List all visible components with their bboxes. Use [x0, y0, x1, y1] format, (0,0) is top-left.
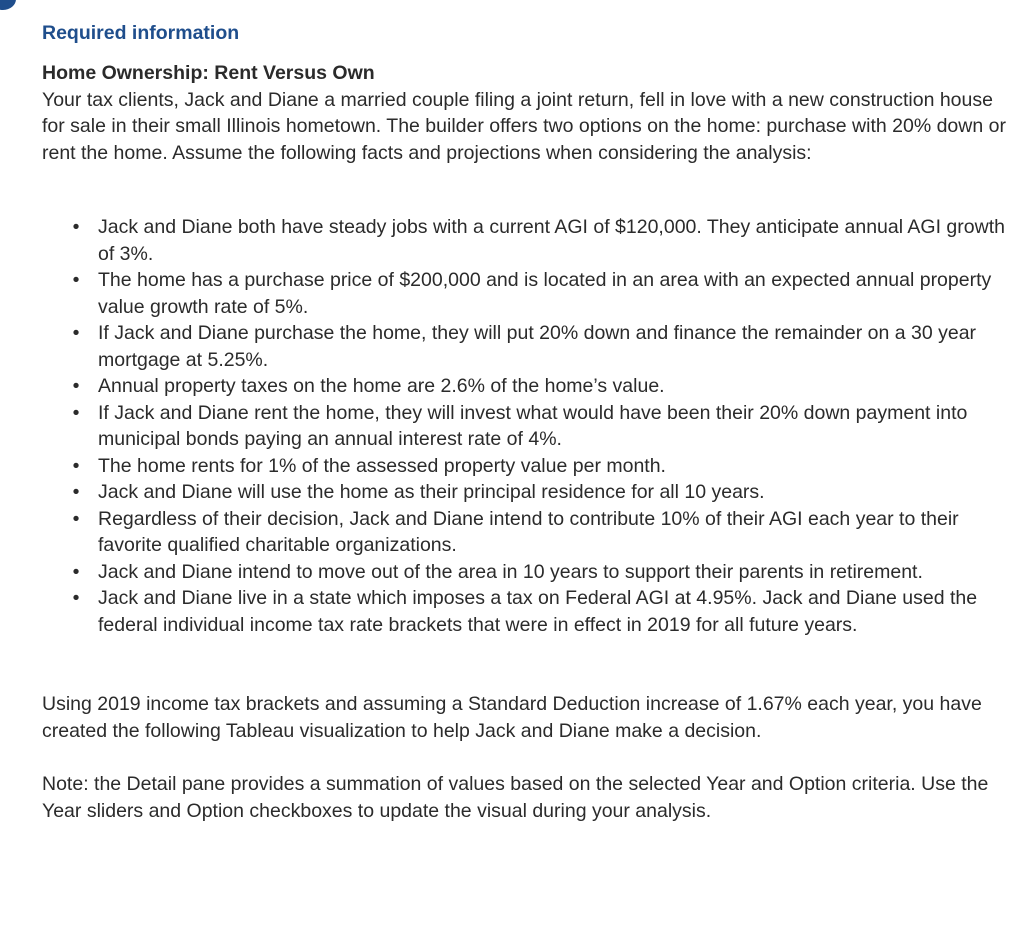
list-item: • Jack and Diane will use the home as their principal residence for all 10 years.	[42, 479, 1007, 506]
bullet-icon: •	[72, 322, 80, 344]
list-item: • Jack and Diane both have steady jobs with a current AGI of $120,000. They anticipate annual AGI growth of 3%.	[42, 214, 1007, 267]
bullet-icon: •	[72, 401, 80, 424]
required-information-heading: Required information	[42, 22, 240, 44]
bullet-icon: •	[72, 560, 80, 583]
bullet-icon: •	[72, 481, 80, 503]
tableau-paragraph: Using 2019 income tax brackets and assuming a Standard Deduction increase of 1.67% each year, you have created the following Tableau visualization to help Jack and Diane make a decision.	[42, 693, 982, 742]
list-item: • If Jack and Diane purchase the home, they will put 20% down and finance the remainder on a 30 year mortgage at 5.25%.	[42, 320, 1007, 373]
bullet-icon: •	[72, 507, 80, 530]
list-item: • The home has a purchase price of $200,000 and is located in an area with an expected annual property value growth rate of 5%.	[42, 267, 1007, 320]
list-item: • Regardless of their decision, Jack and Diane intend to contribute 10% of their AGI each year to their favorite qualified charitable organizations.	[42, 506, 1007, 559]
bullet-icon: •	[72, 587, 80, 609]
section-title: Home Ownership: Rent Versus Own	[42, 62, 375, 84]
facts-list	[42, 214, 1007, 638]
bullet-icon: •	[72, 216, 80, 238]
note-paragraph: Note: the Detail pane provides a summation of values based on the selected Year and Option criteria. Use the Year sliders and Option checkboxes to update the visual during your analysis.	[42, 773, 989, 822]
corner-badge	[0, 0, 16, 10]
question-content	[42, 20, 1007, 824]
list-item: • Jack and Diane intend to move out of the area in 10 years to support their parents in retirement.	[42, 559, 1007, 586]
intro-paragraph: Your tax clients, Jack and Diane a married couple filing a joint return, fell in love with a new construction house for sale in their small Illinois hometown. The builder offers two options on the home: purchase with 20% down or rent the home. Assume the following facts and projections when considering the analysis:	[42, 88, 1006, 164]
list-item: • The home rents for 1% of the assessed property value per month.	[42, 453, 1007, 480]
bullet-icon: •	[72, 375, 80, 397]
list-item: • Annual property taxes on the home are 2.6% of the home’s value.	[42, 373, 1007, 400]
bullet-icon: •	[72, 269, 80, 291]
list-item: • If Jack and Diane rent the home, they will invest what would have been their 20% down payment into municipal bonds paying an annual interest rate of 4%.	[42, 400, 1007, 453]
bullet-icon: •	[72, 454, 80, 477]
list-item: • Jack and Diane live in a state which imposes a tax on Federal AGI at 4.95%. Jack and Diane used the federal individual income tax rate brackets that were in effect in 2019 for all future years.	[42, 585, 1007, 638]
